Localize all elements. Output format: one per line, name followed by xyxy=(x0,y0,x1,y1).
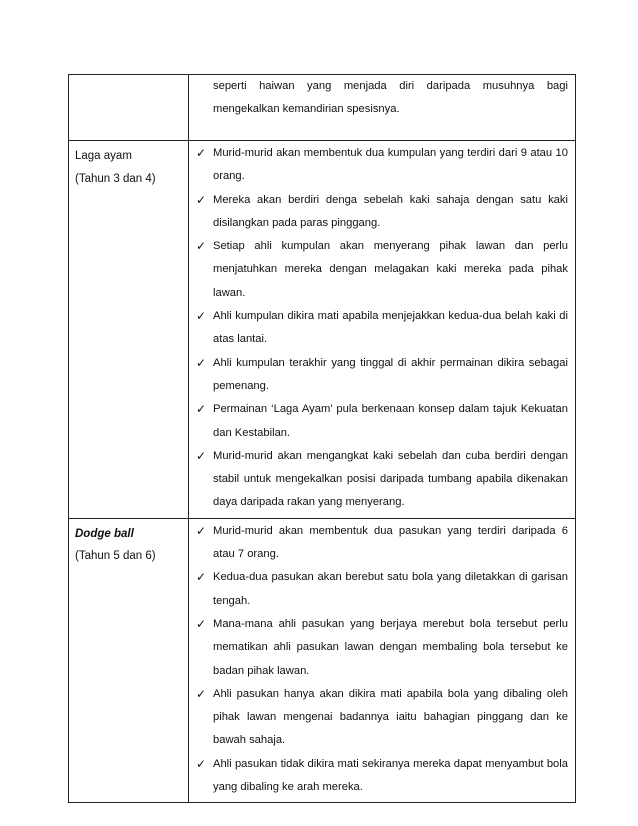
activity-name-cell xyxy=(69,518,189,803)
check-mark-icon: ✓ xyxy=(195,402,207,417)
activity-description-cell xyxy=(189,518,576,803)
list-item: ✓ Kedua-dua pasukan akan berebut satu bola yang diletakkan di garisan tengah. xyxy=(194,566,568,613)
list-item: ✓ Murid-murid akan membentuk dua kumpulan yang terdiri dari 9 atau 10 orang. xyxy=(194,142,568,189)
check-mark-icon: ✓ xyxy=(195,239,207,254)
activity-grade: (Tahun 5 dan 6) xyxy=(75,550,156,563)
check-mark-icon: ✓ xyxy=(195,756,207,771)
activity-name-cell xyxy=(69,141,189,519)
list-item: ✓ Ahli pasukan tidak dikira mati sekiranya mereka dapat menyambut bola yang dibaling ke arah mereka. xyxy=(194,753,568,800)
activity-name: Dodge ball xyxy=(75,527,134,540)
check-mark-icon: ✓ xyxy=(195,686,207,701)
activity-grade: (Tahun 3 dan 4) xyxy=(75,172,156,185)
check-mark-icon: ✓ xyxy=(195,616,207,631)
table-row xyxy=(69,141,576,519)
check-mark-icon: ✓ xyxy=(195,355,207,370)
list-item: ✓ Mana-mana ahli pasukan yang berjaya merebut bola tersebut perlu mematikan ahli pasukan lawan dengan membaling bola tersebut ke badan pihak lawan. xyxy=(194,613,568,683)
list-item: ✓ Ahli kumpulan dikira mati apabila menjejakkan kedua-dua belah kaki di atas lantai. xyxy=(194,305,568,352)
table-row xyxy=(69,75,576,141)
list-item: ✓ Ahli kumpulan terakhir yang tinggal di akhir permainan dikira sebagai pemenang. xyxy=(194,352,568,399)
bullet-list xyxy=(194,520,568,800)
check-mark-icon: ✓ xyxy=(195,523,207,538)
list-item: ✓ Murid-murid akan mengangkat kaki sebelah dan cuba berdiri dengan stabil untuk mengekalkan posisi daripada tumbang apabila dikenakan daya daripada rakan yang menyerang. xyxy=(194,445,568,515)
continued-text: seperti haiwan yang menjada diri daripada musuhnya bagi mengekalkan kemandirian spesisnya. xyxy=(213,80,568,116)
check-mark-icon: ✓ xyxy=(195,146,207,160)
bullet-list xyxy=(194,142,568,515)
list-item: ✓ Permainan ‘Laga Ayam’ pula berkenaan konsep dalam tajuk Kekuatan dan Kestabilan. xyxy=(194,398,568,445)
check-mark-icon: ✓ xyxy=(195,570,207,585)
check-mark-icon: ✓ xyxy=(195,448,207,463)
activity-name-cell xyxy=(69,75,189,141)
list-item: ✓ Murid-murid akan membentuk dua pasukan yang terdiri daripada 6 atau 7 orang. xyxy=(194,520,568,567)
table-row xyxy=(69,518,576,803)
activity-description-cell xyxy=(189,141,576,519)
list-item: ✓ Mereka akan berdiri denga sebelah kaki sahaja dengan satu kaki disilangkan pada paras pinggang. xyxy=(194,189,568,236)
list-item: ✓ Ahli pasukan hanya akan dikira mati apabila bola yang dibaling oleh pihak lawan mengenai badannya iaitu bahagian pinggang dan ke bawah sahaja. xyxy=(194,683,568,753)
activity-name: Laga ayam xyxy=(75,150,132,162)
check-mark-icon: ✓ xyxy=(195,309,207,324)
check-mark-icon: ✓ xyxy=(195,192,207,207)
activity-table xyxy=(68,74,576,803)
activity-description-cell xyxy=(189,75,576,141)
list-item: ✓ Setiap ahli kumpulan akan menyerang pihak lawan dan perlu menjatuhkan mereka dengan melagakan kaki mereka pada pihak lawan. xyxy=(194,235,568,305)
